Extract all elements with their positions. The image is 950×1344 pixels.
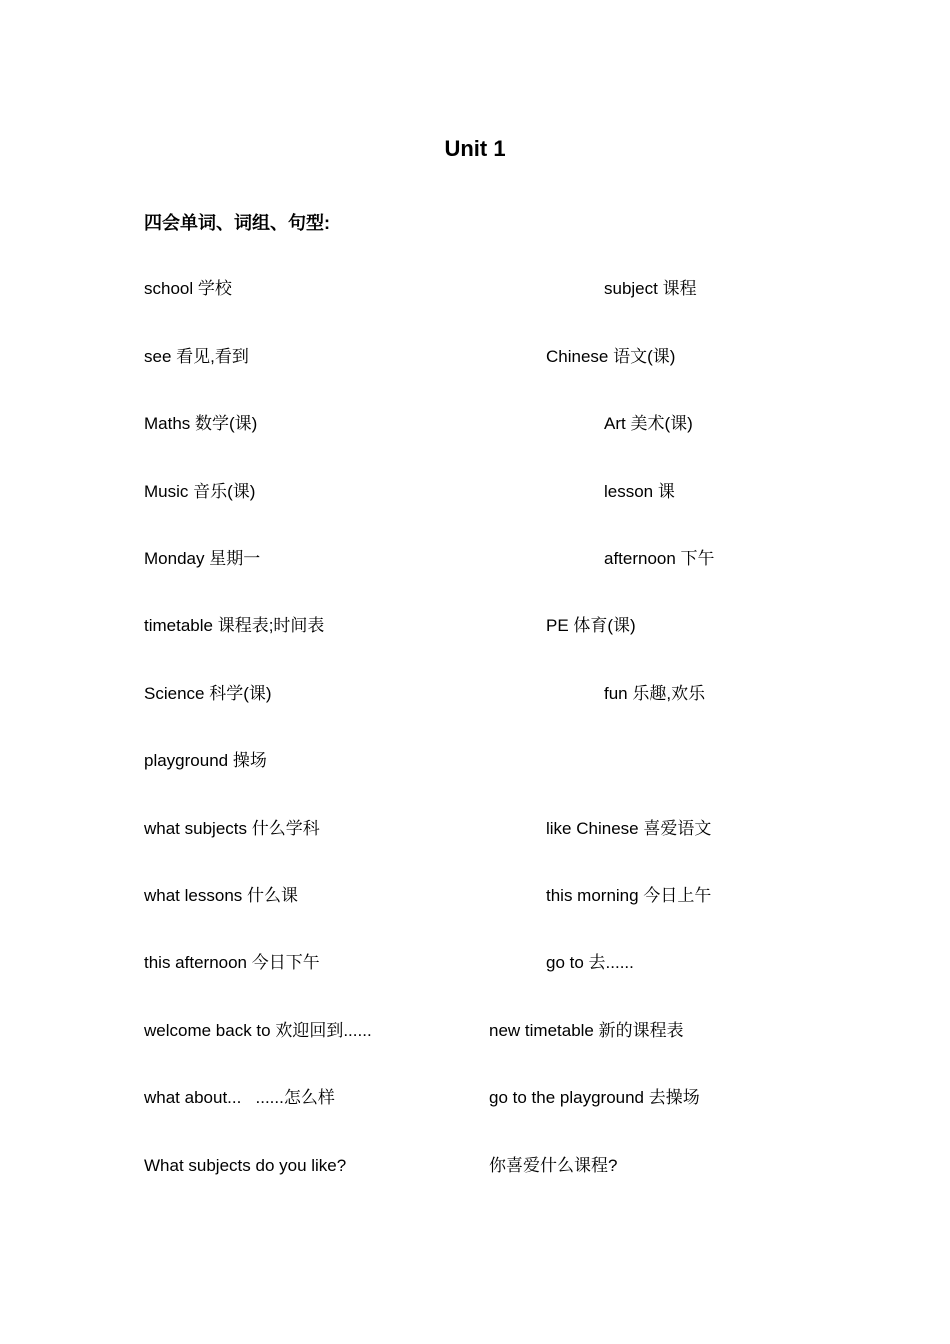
vocab-left-5: Monday 星期一 [144,549,261,568]
vocab-left-3: Maths 数学(课) [144,414,258,433]
phrase-left-3: this afternoon 今日下午 [144,953,320,972]
vocab-left-7: Science 科学(课) [144,684,272,703]
vocab-left-4: Music 音乐(课) [144,482,256,501]
phrase-left-2: what lessons 什么课 [144,886,298,905]
vocab-left-1: school 学校 [144,279,232,298]
section-heading: 四会单词、词组、句型: [144,213,330,233]
phrase-left-5: what about... ......怎么样 [144,1088,335,1107]
vocab-right-3: Art 美术(课) [604,414,693,433]
phrase-right-5: go to the playground 去操场 [489,1088,700,1107]
vocab-right-4: lesson 课 [604,482,675,501]
phrase-left-4: welcome back to 欢迎回到...... [144,1021,372,1040]
phrase-right-2: this morning 今日上午 [546,886,712,905]
vocab-left-8: playground 操场 [144,751,267,770]
vocab-right-6: PE 体育(课) [546,616,636,635]
sentence-english: What subjects do you like? [144,1156,347,1175]
page-title: Unit 1 [444,136,506,161]
vocab-right-5: afternoon 下午 [604,549,715,568]
phrase-left-1: what subjects 什么学科 [144,819,320,838]
phrase-right-3: go to 去...... [546,953,634,972]
phrase-right-4: new timetable 新的课程表 [489,1021,684,1040]
phrase-right-1: like Chinese 喜爱语文 [546,819,712,838]
vocab-left-2: see 看见,看到 [144,347,249,366]
vocab-left-6: timetable 课程表;时间表 [144,616,325,635]
sentence-chinese: 你喜爱什么课程? [489,1156,618,1175]
vocab-right-1: subject 课程 [604,279,697,298]
vocab-right-2: Chinese 语文(课) [546,347,676,366]
vocab-right-7: fun 乐趣,欢乐 [604,684,706,703]
